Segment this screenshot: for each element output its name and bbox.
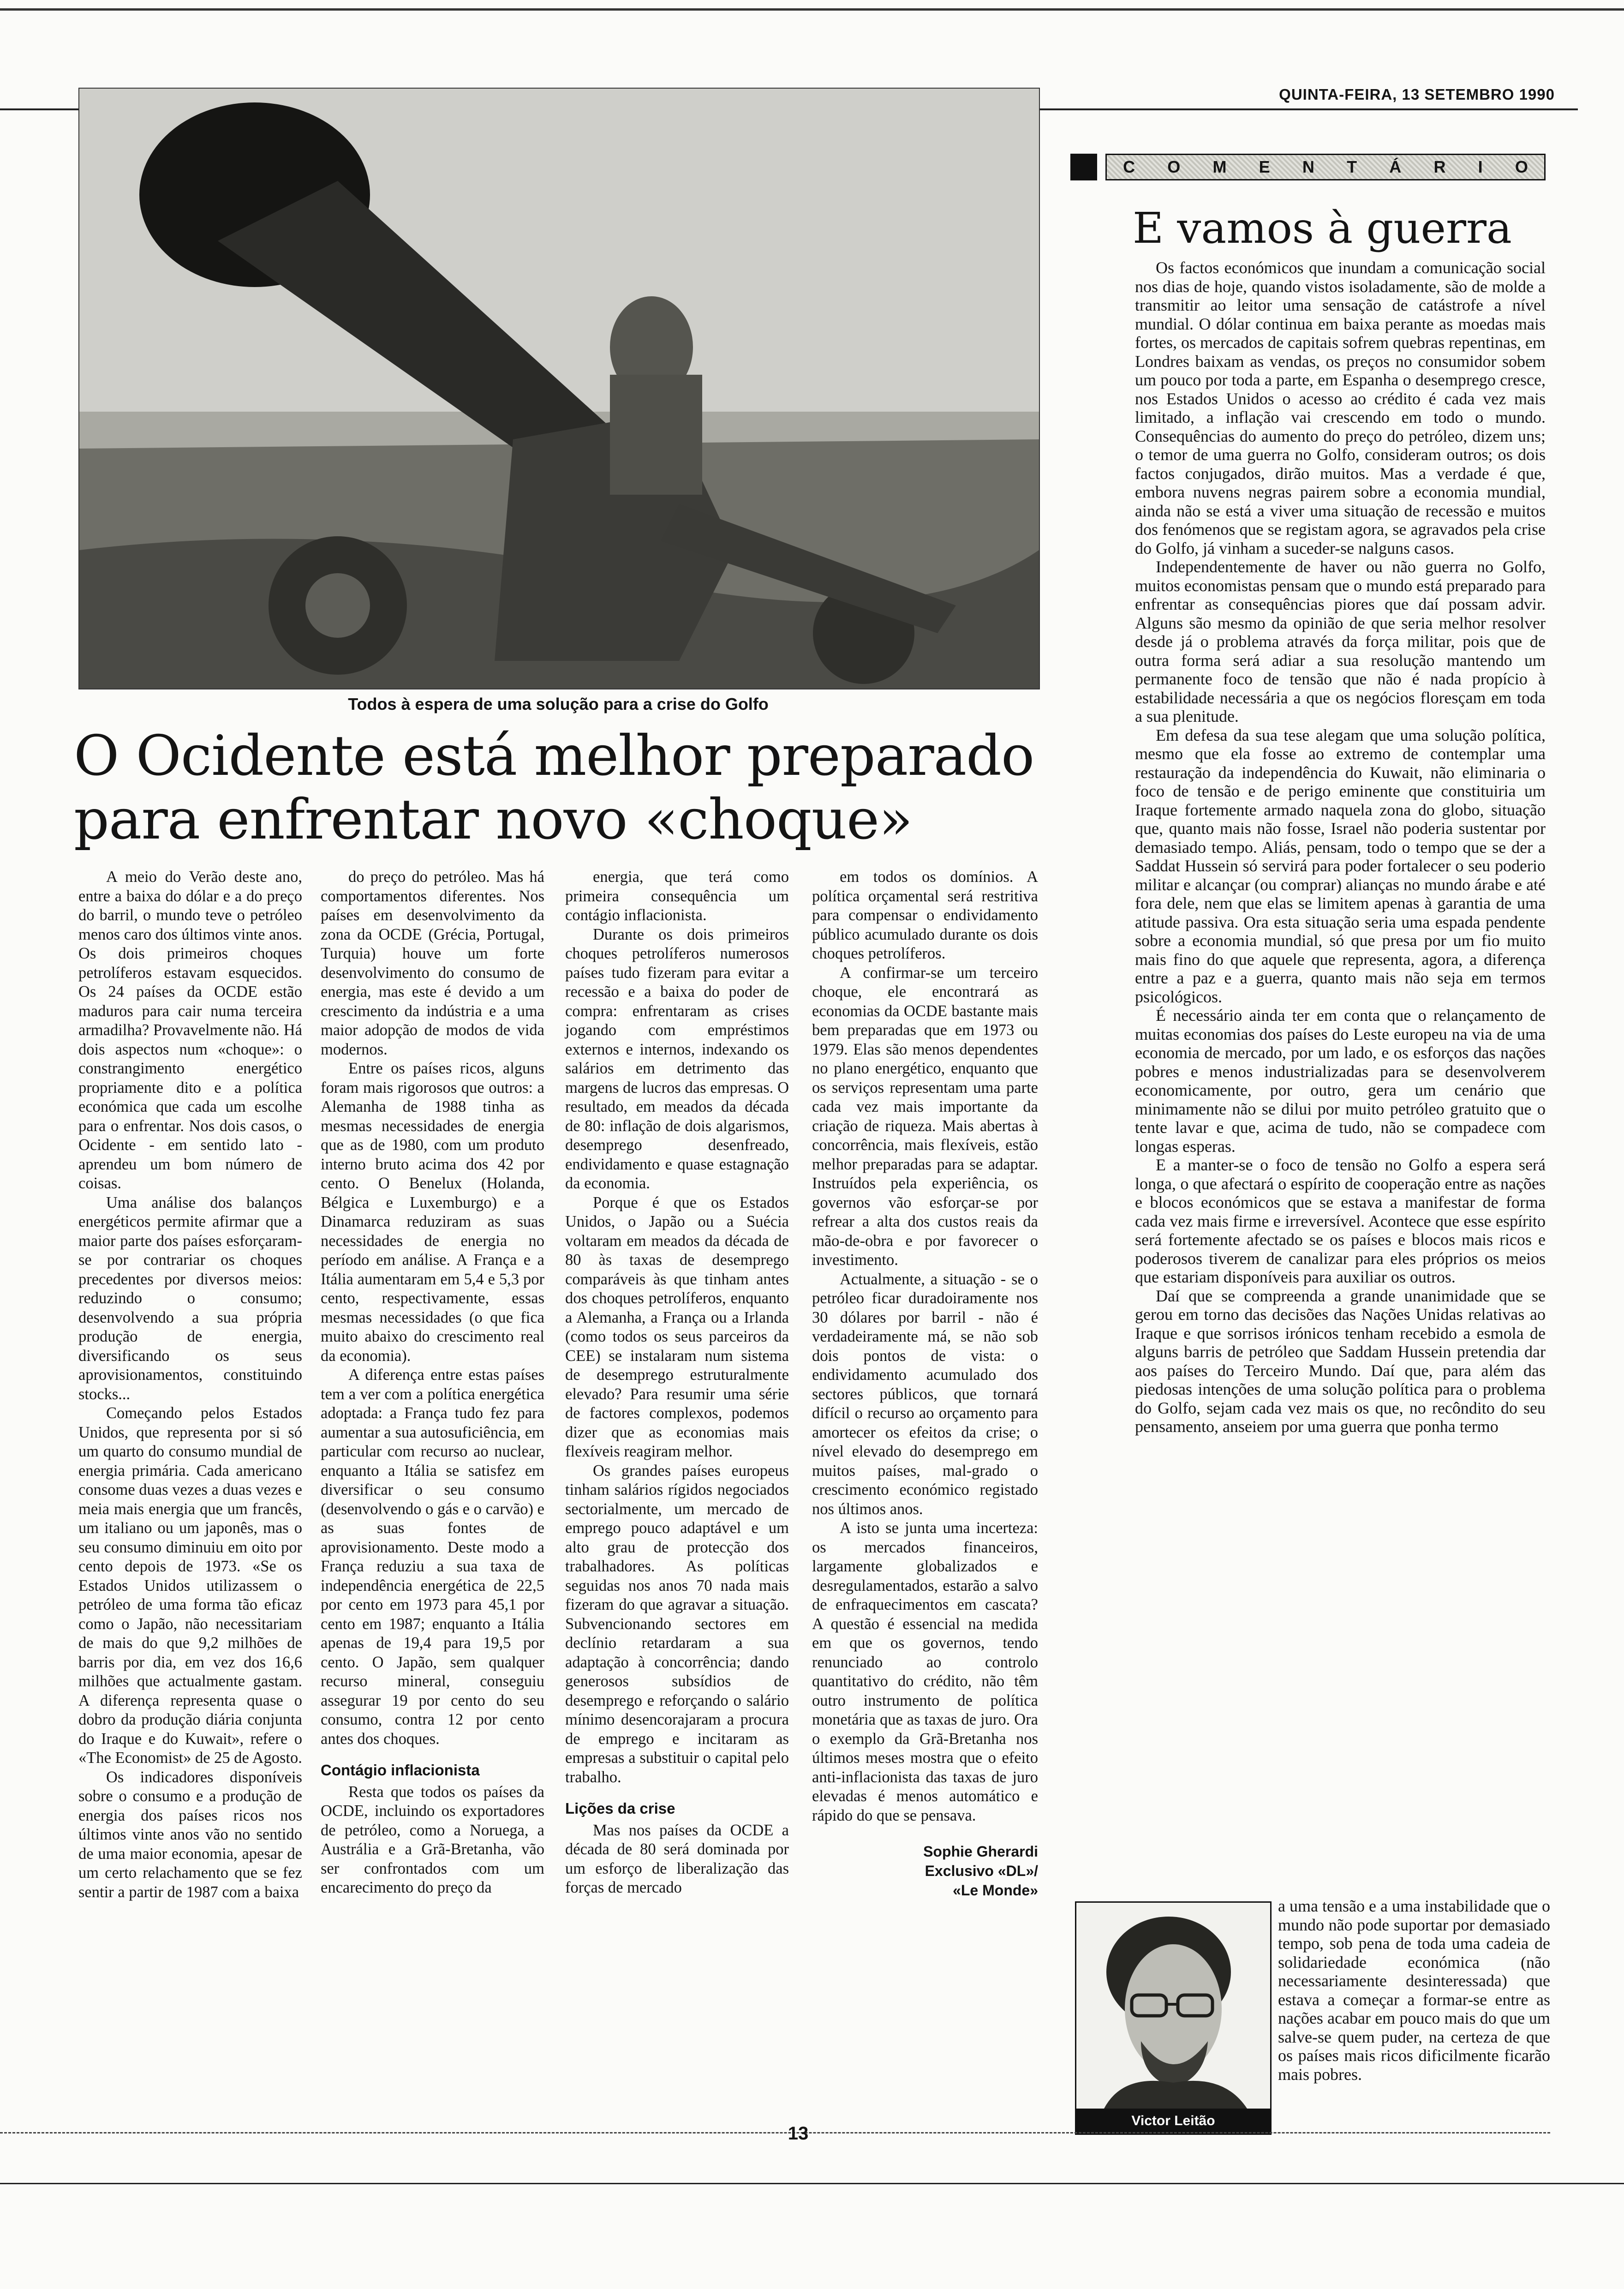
signature-exclusive: Exclusivo «DL»/ [925,1863,1038,1879]
section-label-band [1105,154,1546,180]
headline-line-1: O Ocidente está melhor preparado [74,724,1034,788]
top-rule [0,8,1624,11]
section-letter: O [1167,157,1181,176]
section-marker-block [1070,154,1097,180]
article-paragraph: Uma análise dos balanços energéticos permite afirmar que a maior parte dos países esforçaram-se por contrariar os choques precedentes por diversos meios: reduzindo o consumo; desenvolvendo a sua própria produção de energia, diversificando os seus aprovisionamentos, constituindo stocks... [78,1193,302,1403]
gulf-crisis-photo [78,88,1040,689]
photo-caption: Todos à espera de uma solução para a crise do Golfo [348,695,769,713]
article-column-1 [78,868,302,1902]
sidebar-paragraph: Os factos económicos que inundam a comunicação social nos dias de hoje, quando vistos isoladamente, são de molde a transmitir ao leitor uma sensação de catástrofe a nível mundial. O dólar continua em baixa perante as moedas mais fortes, os mercados de capitais sofrem quebras repentinas, em Londres baixam as vendas, os preços no consumidor sobem um pouco por toda a parte, em Espanha o desemprego cresce, nos Estados Unidos o acesso ao crédito é cada vez mais limitado, a inflação vai crescendo em todo o mundo. Consequências do aumento do preço do petróleo, dizem uns; o temor de uma guerra no Golfo, consideram outros; os dois factos conjugados, dirão muitos. Mas a verdade é que, embora nuvens negras pairem sobre a economia mundial, ainda não se está a viver uma situação de recessão e muitos dos fenómenos que se registam agora, se agravados pela crise do Golfo, já vinham a suceder-se nalguns casos. [1135,258,1546,557]
article-paragraph: em todos os domínios. A política orçamental será restritiva para compensar o endividamento público acumulado durante os dois choques petrolíferos. [812,868,1038,962]
article-paragraph: Entre os países ricos, alguns foram mais rigorosos que outros: a Alemanha de 1988 tinha as mesmas necessidades de energia que as de 1980, com um produto interno bruto acima dos 42 por cento. O Benelux (Holanda, Bélgica e Luxemburgo) e a Dinamarca reduziram as suas necessidades de energia no período em análise. A França e a Itália aumentaram em 5,4 e 5,3 por cento, respectivamente, essas mesmas necessidades (o que fica muito abaixo do crescimento real da economia). [321,1060,544,1365]
section-letter: M [1212,157,1227,176]
page-number: 13 [788,2123,809,2144]
article-paragraph: Resta que todos os países da OCDE, incluindo os exportadores de petróleo, como a Noruega, a Austrália e a Grã-Bretanha, vão ser confrontados com um encarecimento do preço da [321,1783,544,1896]
article-paragraph: Porque é que os Estados Unidos, o Japão ou a Suécia voltaram em meados da década de 80 às taxas de desemprego comparáveis às que tinham antes dos choques petrolíferos, enquanto a Alemanha, a França ou a Irlanda (como todos os seus parceiros da CEE) se instalaram num sistema de desemprego estruturalmente elevado? Para resumir uma série de factores complexos, podemos dizer que as economias mais flexíveis reagiram melhor. [565,1193,789,1460]
section-letter: I [1478,157,1483,176]
article-column-3 [565,868,789,1898]
article-paragraph: Durante os dois primeiros choques petrolíferos numerosos países tudo fizeram para evitar a recessão e a baixa do poder de compra: enfrentaram as crises jogando com empréstimos externos e internos, indexando os salários em detrimento das margens de lucros das empresas. O resultado, em meados da década de 80: inflação de dois algarismos, desemprego desenfreado, endividamento e quase estagnação da economia. [565,925,789,1192]
sidebar-body [1135,258,1546,1436]
subheading-licoes: Lições da crise [565,1800,675,1817]
article-paragraph: A meio do Verão deste ano, entre a baixa do dólar e a do preço do barril, o mundo teve o petróleo menos caro dos últimos vinte anos. Os dois primeiros choques petrolíferos estavam esquecidos. Os 24 países da OCDE estão maduros para cair numa terceira armadilha? Provavelmente não. Há dois aspectos num «choque»: o constrangimento energético propriamente dito e a política económica que cada um escolhe para o enfrentar. Nos dois casos, o Ocidente - em sentido lato - aprendeu um bom número de coisas. [78,868,302,1192]
signature-source: «Le Monde» [953,1882,1038,1899]
sidebar-paragraph: Daí que se compreenda a grande unanimidade que se gerou em torno das decisões das Nações Unidas relativas ao Iraque e que sorrisos irónicos tenham recebido a esmola de alguns barris de petróleo que Saddam Hussein pretendia dar aos países do Terceiro Mundo. Daí que, para além das piedosas intenções de uma solução política para o problema do Golfo, sejam cada vez mais os que, no recôndito do seu pensamento, anseiem por uma guerra que ponha termo [1135,1286,1546,1436]
article-paragraph: Começando pelos Estados Unidos, que representa por si só um quarto do consumo mundial de energia primária. Cada americano consome duas vezes a duas vezes e meia mais energia que um francês, um italiano ou um japonês, mas o seu consumo diminuiu em oito por cento depois de 1973. «Se os Estados Unidos utilizassem o petróleo de uma forma tão eficaz como o Japão, não necessitariam de mais do que 9,2 milhões de barris por dia, em vez dos 16,6 milhões que actualmente gastam. A diferença representa quase o dobro da produção diária conjunta do Iraque e do Kuwait», refere o «The Economist» de 25 de Agosto. [78,1404,302,1767]
article-column-2 [321,868,544,1898]
article-paragraph: Os grandes países europeus tinham salários rígidos negociados sectorialmente, um mercado de emprego pouco adaptável e um alto grau de protecção dos trabalhadores. As políticas seguidas nos anos 70 nada mais fizeram do que agravar a situação. Subvencionando sectores em declínio retardaram a sua adaptação à concorrência; dando generosos subsídios de desemprego e reforçando o salário mínimo desencorajaram a procura de emprego e incitaram as empresas a substituir o capital pelo trabalho. [565,1462,789,1786]
signature-author: Sophie Gherardi [923,1843,1038,1860]
section-letter: T [1347,157,1357,176]
article-headline [74,725,1052,852]
article-paragraph: Mas nos países da OCDE a década de 80 será dominada por um esforço de liberalização das forças de mercado [565,1821,789,1896]
artillery-gun-illustration [79,89,1039,689]
article-paragraph: do preço do petróleo. Mas há comportamentos diferentes. Nos países em desenvolvimento da zona da OCDE (Grécia, Portugal, Turquia) houve um forte desenvolvimento do consumo de energia, mas este é devido a um crescimento da indústria e a uma maior adopção de modos de vida modernos. [321,868,544,1058]
comentario-label [1070,152,1546,182]
author-portrait [1075,1901,1272,2135]
section-letter: C [1123,157,1135,176]
sidebar-paragraph: Independentemente de haver ou não guerra no Golfo, muitos economistas pensam que o mundo está preparado para enfrentar as consequências piores que daí possam advir. Alguns são mesmo da opinião de que seria melhor resolver desde já o problema através da força militar, pois que de outra forma será adiar a sua resolução mantendo um permanente foco de tensão que não é nada propício à estabilidade necessária a que os negócios floresçam em toda a sua plenitude. [1135,557,1546,725]
section-letter: Á [1389,157,1402,176]
section-letter: N [1302,157,1314,176]
article-paragraph: Actualmente, a situação - se o petróleo ficar duradoiramente nos 30 dólares por barril - não é verdadeiramente má, se não sob dois pontos de vista: o endividamento acumulado dos sectores públicos, que tornará difícil o recurso ao orçamento para amortecer os efeitos da crise; o nível elevado do desemprego em muitos países, mal-grado o crescimento económico registado nos últimos anos. [812,1270,1038,1518]
sidebar-title: E vamos à guerra [1133,204,1512,253]
article-paragraph: Os indicadores disponíveis sobre o consumo e a produção de energia dos países ricos nos últimos vinte anos vão no sentido de uma maior economia, apesar de um certo relachamento que se fez sentir a partir de 1987 com a baixa [78,1768,302,1901]
footer-rule [0,2183,1624,2184]
headline-line-2: para enfrentar novo «choque» [74,788,913,852]
article-column-4 [812,868,1038,1900]
section-letter: R [1433,157,1446,176]
section-letter: O [1515,157,1528,176]
section-letter: E [1259,157,1270,176]
sidebar-paragraph: E a manter-se o foco de tensão no Golfo a espera será longa, o que afectará o espírito de cooperação entre as nações e blocos económicos que se estava a manifestar de forma cada vez mais firme e irreversível. Acontece que esse espírito será fortemente afectado se os países e blocos mais ricos e poderosos tiverem de canalizar para eles próprios os meios que estariam disponíveis para auxiliar os outros. [1135,1156,1546,1286]
dateline: QUINTA-FEIRA, 13 SETEMBRO 1990 [1279,86,1555,103]
article-paragraph: energia, que terá como primeira consequência um contágio inflacionista. [565,868,789,924]
article-paragraph: A isto se junta uma incerteza: os mercados financeiros, largamente globalizados e desregulamentados, estarão a salvo de enfraquecimentos em cascata? A questão é essencial na medida em que os governos, tendo renunciado ao controlo quantitativo do crédito, não têm outro instrumento de política monetária que as taxas de juro. Ora o exemplo da Grã-Bretanha nos últimos meses mostra que o efeito anti-inflacionista das taxas de juro elevadas é menos automático e rápido do que se pensava. [812,1519,1038,1824]
author-portrait-drawing [1076,1903,1270,2109]
article-signature [812,1842,1038,1900]
subheading-contagio: Contágio inflacionista [321,1762,480,1779]
article-paragraph: A diferença entre estas países tem a ver com a política energética adoptada: a França tudo fez para aumentar a sua autosuficiência, em particular com recurso ao nuclear, enquanto a Itália se satisfez em diversificar o seu consumo (desenvolvendo o gás e o carvão) e as suas fontes de aprovisionamento. Deste modo a França reduziu a sua taxa de independência energética de 22,5 por cento em 1973 para 45,1 por cento em 1987; enquanto a Itália apenas de 19,4 para 19,5 por cento. O Japão, sem qualquer recurso mineral, conseguiu assegurar 19 por cento do seu consumo, contra 12 por cento antes dos choques. [321,1366,544,1748]
sidebar-paragraph: É necessário ainda ter em conta que o relançamento de muitas economias dos países do Leste europeu na via de uma economia de mercado, por um lado, e os esforços das nações pobres e menos industrializadas para se desenvolverem economicamente, por outro, gera um cenário que minimamente não se dilui por muito petróleo gratuito que o tente lavar e que, acima de tudo, não se compadece com longas esperas. [1135,1006,1546,1156]
sidebar-wrap-paragraph: a uma tensão e a uma instabilidade que o mundo não pode suportar por demasiado tempo, sob pena de toda uma cadeia de solidariedade económica (não necessariamente desinteressada) que estava a começar a formar-se entre as nações acabar em pouco mais do que um salve-se quem puder, na certeza de que os países mais ricos dificilmente ficarão mais pobres. [1278,1897,1550,2084]
author-name: Victor Leitão [1076,2109,1270,2133]
sidebar-paragraph: Em defesa da sua tese alegam que uma solução política, mesmo que ela fosse ao extremo de contemplar uma restauração da independência do Kuwait, não eliminaria o foco de tensão e de perigo eminente que constituiria um Iraque fortemente armado naquela zona do globo, situação que, quanto mais não fosse, Israel não poderia sustentar por demasiado tempo. Aliás, pensam, todo o tempo que se der a Saddat Hussein só servirá para poder fortalecer o seu poderio militar e alcançar (ou comprar) alianças no mundo árabe e até fora dele, nem que elas se limitem apenas à garantia de uma atitude passiva. Ora esta situação seria uma espada pendente sobre a economia mundial, só que presa por um fio muito mais fino do que aquele que representa, agora, a diferença entre a paz e a guerra, quanto mais não seja em termos psicológicos. [1135,725,1546,1006]
article-paragraph: A confirmar-se um terceiro choque, ele encontrará as economias da OCDE bastante mais bem preparadas que em 1973 ou 1979. Elas são menos dependentes no plano energético, enquanto que os serviços representam uma parte cada vez mais importante da criação de riqueza. Mais abertas à concorrência, mais flexíveis, estão melhor preparadas para se adaptar. Instruídos pela experiência, os governos vão esforçar-se por refrear a alta dos custos reais da mão-de-obra e por favorecer o investimento. [812,964,1038,1269]
